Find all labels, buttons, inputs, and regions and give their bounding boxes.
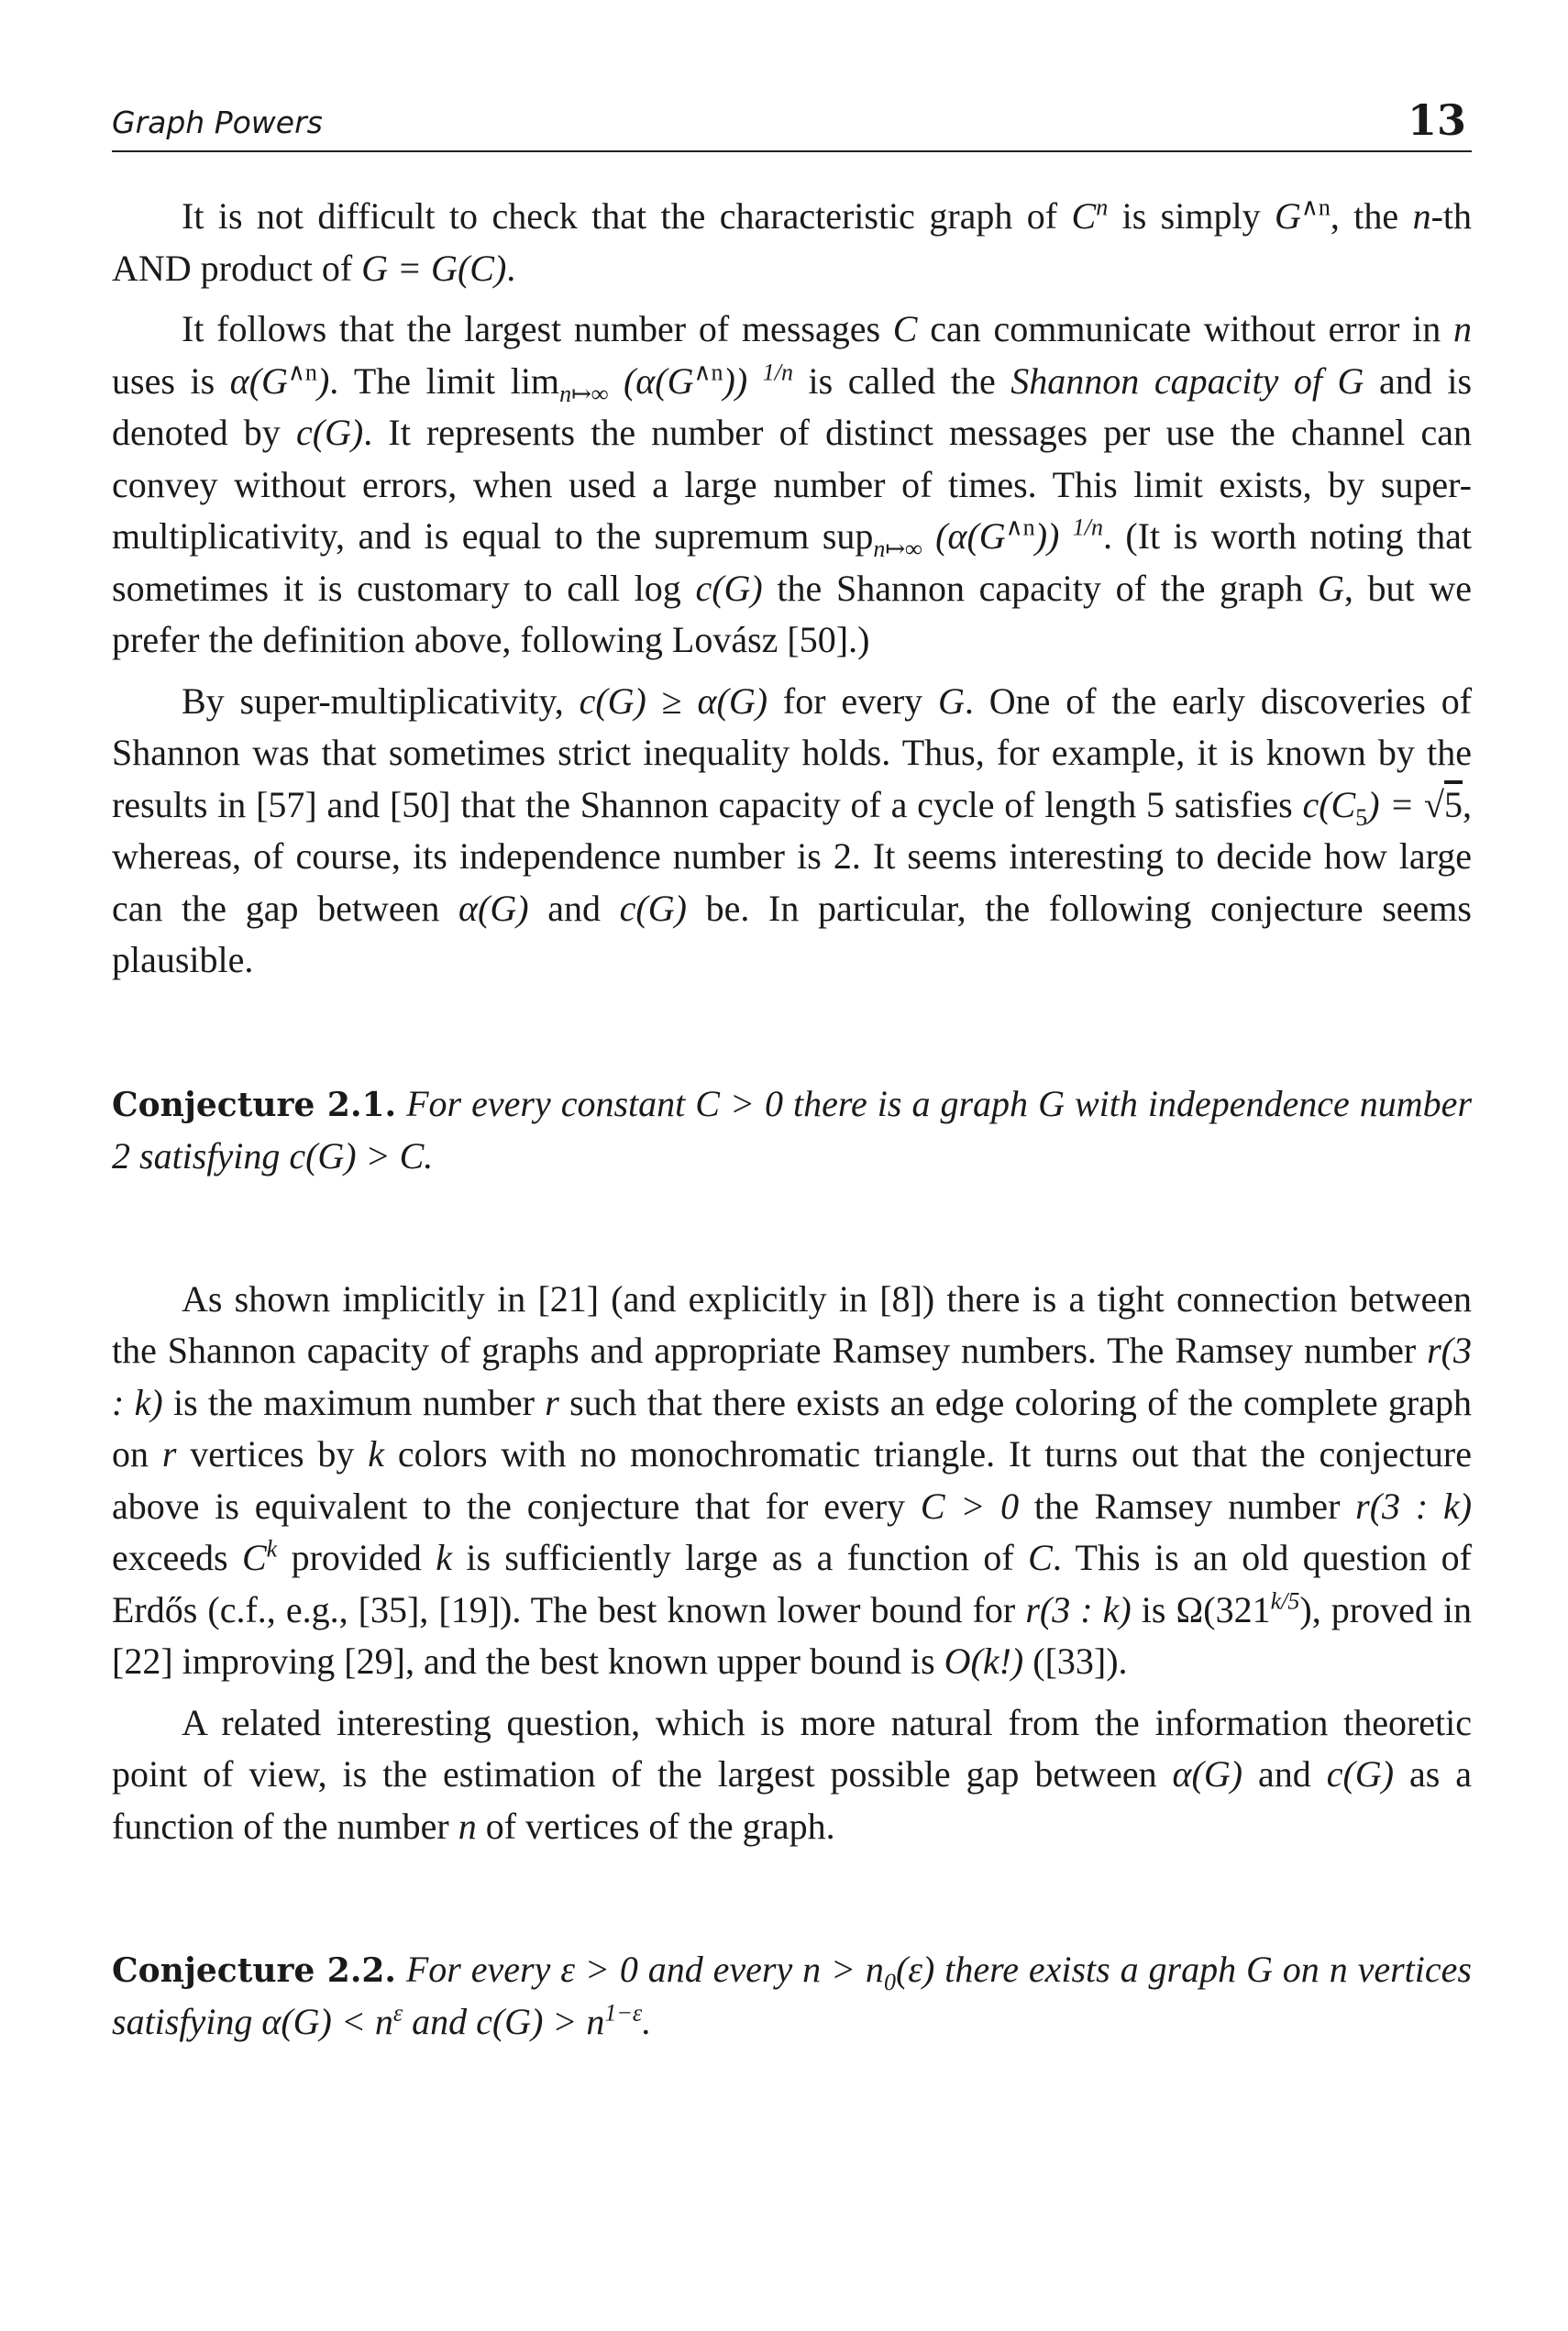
text-run: It follows that the largest number of messages: [182, 308, 893, 349]
text-run: c(G): [619, 887, 687, 929]
text-run: α(G: [229, 359, 288, 402]
text-run: C: [892, 308, 918, 349]
text-run: 1/n: [762, 359, 793, 386]
paragraph-5: [112, 1697, 1472, 1853]
text-run: ([33]).: [1023, 1641, 1128, 1682]
text-run: Ω(321: [1176, 1588, 1271, 1630]
text-run: ): [316, 359, 330, 402]
text-run: k: [436, 1537, 452, 1578]
conjecture-2-1-label: Conjecture 2.1.: [112, 1085, 397, 1124]
text-run: , but we prefer the definition above, following Lovász [50].): [112, 567, 1472, 660]
text-run: k/5: [1270, 1587, 1300, 1615]
text-run: c(C: [1302, 783, 1356, 825]
paragraph-3: [112, 676, 1472, 987]
text-run: there exists a graph: [934, 1949, 1246, 1990]
text-run: and: [403, 2001, 477, 2042]
text-run: 1/n: [1072, 514, 1103, 541]
text-run: c(G): [579, 679, 646, 722]
text-run: is simply: [1108, 195, 1275, 237]
text-run: as a function of the number: [112, 1753, 1472, 1847]
text-run: )): [1034, 515, 1073, 557]
text-run: By super-multiplicativity,: [182, 679, 580, 722]
text-run: α(G) < n: [261, 2001, 393, 2042]
text-run: with independence number 2 satisfying: [112, 1082, 1473, 1177]
text-run: c(G) > n: [476, 2001, 605, 2042]
running-title: Graph Powers: [112, 105, 323, 140]
text-run: As shown implicitly in [21] (and explicitly in [8]) there is a tight connection between the Shannon capacity of graphs and appropriate Ramsey numbers. The Ramsey number: [112, 1277, 1472, 1371]
text-run: . (It is worth noting that sometimes it is customary to call log: [112, 515, 1472, 609]
text-run: It is not difficult to check that the characteristic graph of: [182, 195, 1072, 237]
text-run: n: [1096, 193, 1109, 221]
text-run: C > 0: [920, 1485, 1020, 1527]
text-run: is: [1131, 1588, 1176, 1630]
text-run: α(G): [1172, 1753, 1243, 1795]
text-run: ∧n: [1300, 193, 1331, 221]
text-run: c(G): [1326, 1753, 1395, 1795]
text-run: c(G): [295, 412, 364, 453]
paragraph-4: [112, 1274, 1472, 1688]
text-run: n: [1412, 195, 1431, 237]
text-run: .: [642, 2001, 652, 2042]
conjecture-2-2-label: Conjecture 2.2.: [112, 1951, 396, 1990]
text-run: the Ramsey number: [1019, 1485, 1356, 1527]
text-run: ): [1299, 1588, 1312, 1630]
text-run: For every constant: [406, 1082, 696, 1124]
text-run: n: [1329, 1949, 1348, 1990]
text-run: is the maximum number: [162, 1381, 546, 1423]
text-run: ∧n: [287, 359, 317, 386]
body-text: [112, 191, 1472, 2048]
text-run: r: [161, 1433, 177, 1475]
text-run: the Shannon capacity of the graph: [762, 567, 1318, 609]
text-run: n > n: [802, 1949, 884, 1990]
text-run: ε > 0: [560, 1949, 638, 1990]
text-run: C: [1071, 195, 1097, 237]
conjecture-2-1: [112, 1078, 1472, 1182]
text-run: ≥: [646, 679, 698, 722]
text-run: colors with no monochromatic triangle. It turns out that the conjecture above is equivalent to the conjecture that for every: [112, 1433, 1473, 1527]
text-run: and every: [637, 1949, 803, 1990]
text-run: there is a graph: [783, 1082, 1039, 1124]
text-run: . This is an old question of Erdős (c.f., e.g., [35], [19]). The best known lower bound for: [112, 1537, 1473, 1630]
text-run: G: [1038, 1082, 1065, 1124]
text-run: 1−ε: [604, 1999, 643, 2027]
text-run: such that there exists an edge coloring of the complete graph on: [112, 1381, 1472, 1475]
text-run: C: [241, 1537, 267, 1578]
text-run: ∧n: [1005, 514, 1035, 541]
text-run: C: [1028, 1537, 1053, 1578]
text-run: c(G): [695, 567, 763, 609]
text-run: uses is: [112, 359, 230, 402]
text-run: 0: [883, 1969, 896, 1995]
text-run: Shannon capacity of G: [1010, 359, 1364, 402]
text-run: ∧n: [693, 359, 723, 386]
text-run: . The limit lim: [329, 359, 560, 402]
text-run: α(G): [697, 679, 768, 722]
text-run: n: [1453, 308, 1473, 349]
text-run: .: [424, 1134, 434, 1177]
text-run: 5: [1444, 783, 1463, 825]
text-run: (ε): [895, 1949, 935, 1990]
text-run: .: [506, 247, 516, 289]
text-run: can communicate without error in: [917, 308, 1454, 349]
text-run: A related interesting question, which is more natural from the information theoretic point of view, is the estimation of the largest possible gap between: [112, 1701, 1472, 1795]
text-run: exceeds: [112, 1537, 242, 1578]
text-run: and is denoted by: [112, 359, 1473, 453]
text-run: is sufficiently large as a function of: [451, 1537, 1029, 1578]
text-run: is called the: [792, 359, 1011, 402]
text-run: r(3 : k): [1025, 1588, 1132, 1630]
text-run: on: [1272, 1949, 1330, 1990]
text-run: c(G) > C: [289, 1134, 425, 1177]
text-run: k: [368, 1433, 384, 1475]
text-run: vertices satisfying: [112, 1949, 1472, 2042]
page-number: 13: [1407, 95, 1466, 145]
text-run: , the: [1330, 195, 1413, 237]
text-run: G: [1317, 567, 1344, 609]
text-run: r(3 : k): [1355, 1485, 1473, 1527]
text-run: O(k!): [944, 1641, 1024, 1682]
text-run: . It represents the number of distinct messages per use the channel can convey without errors, when used a large number of times. This limit exists, by super-multiplicativity, and is equal to the supremum sup: [112, 412, 1473, 557]
text-run: ε: [392, 1999, 403, 2027]
text-run: k: [266, 1535, 278, 1563]
text-run: G: [1246, 1949, 1273, 1990]
text-run: of vertices of the graph.: [476, 1805, 835, 1847]
text-run: r: [545, 1381, 559, 1423]
text-run: r(3 : k): [112, 1330, 1472, 1423]
text-run: -th AND product of: [112, 195, 1473, 289]
text-run: , proved in [22] improving [29], and the best known upper bound is: [112, 1588, 1473, 1682]
conjecture-2-2: [112, 1944, 1472, 2048]
text-run: 5: [1355, 803, 1368, 831]
text-run: n↦∞: [873, 536, 922, 562]
text-run: For every: [405, 1949, 561, 1990]
text-run: G: [938, 679, 965, 722]
text-run: n↦∞: [559, 380, 609, 407]
text-run: (α(G: [608, 359, 694, 402]
paragraph-1: [112, 191, 1472, 294]
text-run: , whereas, of course, its independence number is 2. It seems interesting to decide how large can the gap between: [112, 783, 1473, 929]
running-header: [112, 95, 1472, 152]
text-run: and: [528, 887, 620, 929]
text-run: α(G): [458, 887, 529, 929]
text-run: G: [1274, 195, 1301, 237]
text-run: be. In particular, the following conjecture seems plausible.: [112, 887, 1472, 980]
text-run: for every: [767, 679, 939, 722]
text-run: G = G(C): [361, 247, 507, 289]
text-run: . One of the early discoveries of Shannon was that sometimes strict inequality holds. Thus, for example, it is known by the results in [57] and [50] that the Shannon capacity of a cycle of length 5 satisfies: [112, 679, 1473, 825]
text-run: (α(G: [922, 515, 1006, 557]
paragraph-2: [112, 304, 1472, 667]
text-run: vertices by: [176, 1433, 369, 1475]
text-run: n: [458, 1805, 477, 1847]
text-run: ) = √: [1367, 783, 1445, 825]
text-run: )): [723, 359, 763, 402]
text-run: provided: [277, 1537, 436, 1578]
text-run: C > 0: [695, 1082, 784, 1124]
text-run: and: [1242, 1753, 1327, 1795]
